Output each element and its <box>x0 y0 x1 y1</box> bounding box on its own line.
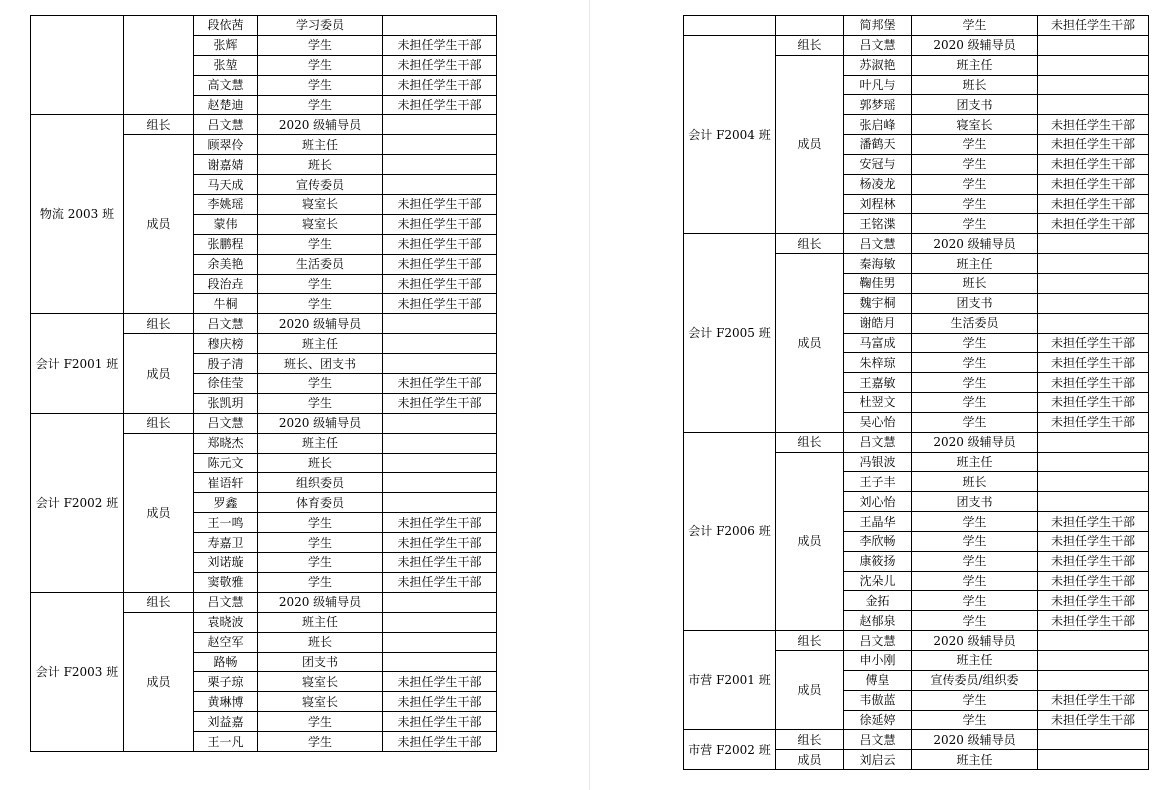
position-cell: 学生 <box>912 710 1038 730</box>
right-roster-body <box>684 16 1149 770</box>
member-name-cell: 张启峰 <box>844 115 912 135</box>
position-cell: 团支书 <box>912 293 1038 313</box>
position-cell: 2020 级辅导员 <box>258 592 383 612</box>
position-cell: 学生 <box>258 393 383 413</box>
member-name-cell: 吴心怡 <box>844 412 912 432</box>
member-name-cell: 黄琳博 <box>194 692 258 712</box>
member-name-cell: 顾翠伶 <box>194 135 258 155</box>
member-name-cell: 郑晓杰 <box>194 433 258 453</box>
note-cell <box>1038 75 1149 95</box>
position-cell: 班长 <box>258 453 383 473</box>
note-cell: 未担任学生干部 <box>1038 591 1149 611</box>
note-cell: 未担任学生干部 <box>383 572 497 592</box>
table-row <box>31 115 497 135</box>
note-cell: 未担任学生干部 <box>1038 154 1149 174</box>
position-cell: 寝室长 <box>258 692 383 712</box>
member-name-cell: 张鹏程 <box>194 234 258 254</box>
note-cell: 未担任学生干部 <box>383 75 497 95</box>
note-cell: 未担任学生干部 <box>383 55 497 75</box>
note-cell: 未担任学生干部 <box>1038 174 1149 194</box>
note-cell <box>383 354 497 374</box>
member-name-cell: 简邦堡 <box>844 16 912 36</box>
member-name-cell: 沈朵儿 <box>844 571 912 591</box>
note-cell <box>383 592 497 612</box>
member-name-cell: 张凯玥 <box>194 393 258 413</box>
note-cell: 未担任学生干部 <box>383 732 497 752</box>
note-cell <box>383 652 497 672</box>
page-divider <box>589 0 590 790</box>
position-cell: 班主任 <box>912 254 1038 274</box>
note-cell: 未担任学生干部 <box>383 95 497 115</box>
role-cell: 成员 <box>776 55 844 234</box>
member-name-cell: 魏宇桐 <box>844 293 912 313</box>
member-name-cell: 吕文慧 <box>844 730 912 750</box>
member-name-cell: 窦敬雅 <box>194 572 258 592</box>
role-cell: 成员 <box>124 612 194 751</box>
position-cell: 班主任 <box>912 750 1038 770</box>
position-cell: 生活委员 <box>258 254 383 274</box>
member-name-cell: 杨凌龙 <box>844 174 912 194</box>
note-cell <box>383 115 497 135</box>
role-cell: 组长 <box>776 35 844 55</box>
member-name-cell: 吕文慧 <box>844 631 912 651</box>
member-name-cell: 栗子琼 <box>194 672 258 692</box>
member-name-cell: 刘启云 <box>844 750 912 770</box>
member-name-cell: 罗鑫 <box>194 493 258 513</box>
note-cell <box>1038 273 1149 293</box>
note-cell: 未担任学生干部 <box>383 553 497 573</box>
note-cell <box>1038 313 1149 333</box>
member-name-cell: 吕文慧 <box>194 115 258 135</box>
note-cell: 未担任学生干部 <box>383 195 497 215</box>
member-name-cell: 谢皓月 <box>844 313 912 333</box>
member-name-cell: 叶凡与 <box>844 75 912 95</box>
position-cell: 班长 <box>912 273 1038 293</box>
member-name-cell: 杜翌文 <box>844 393 912 413</box>
member-name-cell: 赵郁泉 <box>844 611 912 631</box>
class-name-cell: 会计 F2002 班 <box>31 413 124 592</box>
note-cell: 未担任学生干部 <box>383 35 497 55</box>
member-name-cell: 傅皇 <box>844 670 912 690</box>
role-cell: 成员 <box>124 135 194 314</box>
member-name-cell: 牛桐 <box>194 294 258 314</box>
note-cell <box>383 413 497 433</box>
note-cell <box>1038 35 1149 55</box>
note-cell <box>383 334 497 354</box>
position-cell: 学生 <box>258 533 383 553</box>
note-cell <box>1038 750 1149 770</box>
note-cell: 未担任学生干部 <box>383 374 497 394</box>
position-cell: 2020 级辅导员 <box>258 314 383 334</box>
position-cell: 班主任 <box>258 334 383 354</box>
position-cell: 学生 <box>258 374 383 394</box>
note-cell: 未担任学生干部 <box>383 234 497 254</box>
note-cell <box>1038 55 1149 75</box>
position-cell: 寝室长 <box>258 195 383 215</box>
member-name-cell: 吕文慧 <box>844 35 912 55</box>
note-cell: 未担任学生干部 <box>1038 333 1149 353</box>
class-name-cell: 会计 F2006 班 <box>684 432 776 630</box>
note-cell <box>1038 651 1149 671</box>
note-cell: 未担任学生干部 <box>383 712 497 732</box>
class-name-cell: 会计 F2004 班 <box>684 35 776 233</box>
note-cell <box>383 493 497 513</box>
table-row <box>684 432 1149 452</box>
member-name-cell: 王一凡 <box>194 732 258 752</box>
member-name-cell: 马富成 <box>844 333 912 353</box>
note-cell <box>1038 254 1149 274</box>
note-cell <box>1038 234 1149 254</box>
position-cell: 学生 <box>912 214 1038 234</box>
role-cell: 成员 <box>776 750 844 770</box>
note-cell <box>383 314 497 334</box>
position-cell: 宣传委员/组织委 <box>912 670 1038 690</box>
position-cell: 学生 <box>912 154 1038 174</box>
position-cell: 学生 <box>912 611 1038 631</box>
member-name-cell: 马天成 <box>194 175 258 195</box>
note-cell: 未担任学生干部 <box>1038 571 1149 591</box>
position-cell: 班主任 <box>258 433 383 453</box>
position-cell: 2020 级辅导员 <box>912 35 1038 55</box>
position-cell: 班主任 <box>912 452 1038 472</box>
note-cell <box>1038 492 1149 512</box>
note-cell: 未担任学生干部 <box>1038 551 1149 571</box>
position-cell: 学生 <box>912 571 1038 591</box>
role-cell: 成员 <box>776 651 844 730</box>
member-name-cell: 李姚瑶 <box>194 195 258 215</box>
note-cell: 未担任学生干部 <box>1038 531 1149 551</box>
member-name-cell: 鞠佳男 <box>844 273 912 293</box>
position-cell: 学生 <box>912 551 1038 571</box>
note-cell: 未担任学生干部 <box>1038 194 1149 214</box>
role-cell: 成员 <box>124 433 194 592</box>
position-cell: 学生 <box>258 572 383 592</box>
member-name-cell: 穆庆榜 <box>194 334 258 354</box>
position-cell: 班主任 <box>258 612 383 632</box>
position-cell: 学生 <box>258 513 383 533</box>
member-name-cell: 段治垚 <box>194 274 258 294</box>
position-cell: 学生 <box>258 35 383 55</box>
note-cell <box>383 632 497 652</box>
position-cell: 学生 <box>912 690 1038 710</box>
position-cell: 学生 <box>912 174 1038 194</box>
class-name-cell: 会计 F2003 班 <box>31 592 124 751</box>
class-name-cell <box>684 16 776 36</box>
class-name-cell: 物流 2003 班 <box>31 115 124 314</box>
position-cell: 学生 <box>912 512 1038 532</box>
note-cell: 未担任学生干部 <box>1038 115 1149 135</box>
member-name-cell: 刘心怡 <box>844 492 912 512</box>
member-name-cell: 李欣畅 <box>844 531 912 551</box>
position-cell: 团支书 <box>912 492 1038 512</box>
position-cell: 学生 <box>258 553 383 573</box>
member-name-cell: 王铭渫 <box>844 214 912 234</box>
member-name-cell: 余美艳 <box>194 254 258 274</box>
note-cell: 未担任学生干部 <box>1038 353 1149 373</box>
position-cell: 学生 <box>258 75 383 95</box>
note-cell: 未担任学生干部 <box>1038 710 1149 730</box>
member-name-cell: 王子丰 <box>844 472 912 492</box>
position-cell: 班长 <box>912 75 1038 95</box>
note-cell: 未担任学生干部 <box>383 214 497 234</box>
note-cell: 未担任学生干部 <box>1038 214 1149 234</box>
member-name-cell: 王嘉敏 <box>844 373 912 393</box>
member-name-cell: 赵空军 <box>194 632 258 652</box>
note-cell <box>383 16 497 36</box>
member-name-cell: 崔语轩 <box>194 473 258 493</box>
note-cell: 未担任学生干部 <box>383 672 497 692</box>
right-roster-table <box>683 15 1149 770</box>
member-name-cell: 申小刚 <box>844 651 912 671</box>
class-name-cell: 会计 F2005 班 <box>684 234 776 432</box>
note-cell: 未担任学生干部 <box>383 274 497 294</box>
table-row <box>684 35 1149 55</box>
position-cell: 班主任 <box>912 651 1038 671</box>
member-name-cell: 吕文慧 <box>844 234 912 254</box>
position-cell: 宣传委员 <box>258 175 383 195</box>
member-name-cell: 金拓 <box>844 591 912 611</box>
member-name-cell: 冯银波 <box>844 452 912 472</box>
position-cell: 学生 <box>912 333 1038 353</box>
member-name-cell: 徐佳莹 <box>194 374 258 394</box>
member-name-cell: 刘诺璇 <box>194 553 258 573</box>
position-cell: 学习委员 <box>258 16 383 36</box>
table-row <box>31 16 497 36</box>
note-cell: 未担任学生干部 <box>1038 412 1149 432</box>
position-cell: 学生 <box>912 135 1038 155</box>
position-cell: 学生 <box>258 712 383 732</box>
position-cell: 体育委员 <box>258 493 383 513</box>
member-name-cell: 潘鹤天 <box>844 135 912 155</box>
note-cell: 未担任学生干部 <box>383 533 497 553</box>
note-cell: 未担任学生干部 <box>1038 690 1149 710</box>
member-name-cell: 吕文慧 <box>844 432 912 452</box>
class-name-cell: 市营 F2002 班 <box>684 730 776 770</box>
note-cell <box>383 433 497 453</box>
role-cell: 组长 <box>776 730 844 750</box>
position-cell: 学生 <box>912 591 1038 611</box>
note-cell <box>1038 452 1149 472</box>
note-cell: 未担任学生干部 <box>383 513 497 533</box>
member-name-cell: 刘程林 <box>844 194 912 214</box>
note-cell <box>383 453 497 473</box>
member-name-cell: 康筱扬 <box>844 551 912 571</box>
note-cell: 未担任学生干部 <box>1038 512 1149 532</box>
position-cell: 2020 级辅导员 <box>912 631 1038 651</box>
role-cell: 组长 <box>776 631 844 651</box>
position-cell: 学生 <box>258 732 383 752</box>
member-name-cell: 陈元文 <box>194 453 258 473</box>
position-cell: 班主任 <box>912 55 1038 75</box>
member-name-cell: 安冠与 <box>844 154 912 174</box>
member-name-cell: 殷子清 <box>194 354 258 374</box>
position-cell: 学生 <box>258 294 383 314</box>
position-cell: 2020 级辅导员 <box>912 730 1038 750</box>
position-cell: 生活委员 <box>912 313 1038 333</box>
position-cell: 寝室长 <box>258 214 383 234</box>
member-name-cell: 朱梓琼 <box>844 353 912 373</box>
position-cell: 学生 <box>912 194 1038 214</box>
member-name-cell: 韦傲蓝 <box>844 690 912 710</box>
position-cell: 学生 <box>912 16 1038 36</box>
left-roster-table <box>30 15 497 752</box>
role-cell: 组长 <box>124 592 194 612</box>
member-name-cell: 路畅 <box>194 652 258 672</box>
table-row <box>684 16 1149 36</box>
member-name-cell: 袁晓波 <box>194 612 258 632</box>
note-cell: 未担任学生干部 <box>383 294 497 314</box>
position-cell: 学生 <box>912 412 1038 432</box>
position-cell: 团支书 <box>258 652 383 672</box>
member-name-cell: 王晶华 <box>844 512 912 532</box>
position-cell: 学生 <box>912 393 1038 413</box>
member-name-cell: 徐延婷 <box>844 710 912 730</box>
note-cell: 未担任学生干部 <box>1038 611 1149 631</box>
note-cell: 未担任学生干部 <box>1038 393 1149 413</box>
note-cell <box>1038 730 1149 750</box>
note-cell: 未担任学生干部 <box>1038 16 1149 36</box>
position-cell: 学生 <box>912 531 1038 551</box>
position-cell: 团支书 <box>912 95 1038 115</box>
member-name-cell: 苏淑艳 <box>844 55 912 75</box>
role-cell <box>124 16 194 115</box>
table-row <box>684 631 1149 651</box>
position-cell: 学生 <box>258 55 383 75</box>
position-cell: 班主任 <box>258 135 383 155</box>
table-row <box>31 592 497 612</box>
note-cell: 未担任学生干部 <box>383 393 497 413</box>
role-cell: 组长 <box>776 432 844 452</box>
member-name-cell: 寿嘉卫 <box>194 533 258 553</box>
note-cell: 未担任学生干部 <box>1038 373 1149 393</box>
role-cell: 成员 <box>124 334 194 414</box>
note-cell <box>383 155 497 175</box>
position-cell: 学生 <box>258 234 383 254</box>
member-name-cell: 刘益嘉 <box>194 712 258 732</box>
position-cell: 寝室长 <box>912 115 1038 135</box>
class-name-cell: 市营 F2001 班 <box>684 631 776 730</box>
role-cell: 成员 <box>776 452 844 631</box>
note-cell <box>1038 472 1149 492</box>
member-name-cell: 吕文慧 <box>194 413 258 433</box>
position-cell: 班长 <box>912 472 1038 492</box>
position-cell: 学生 <box>258 274 383 294</box>
table-row <box>684 234 1149 254</box>
table-row <box>31 314 497 334</box>
position-cell: 2020 级辅导员 <box>912 234 1038 254</box>
note-cell <box>1038 95 1149 115</box>
member-name-cell: 段依茜 <box>194 16 258 36</box>
member-name-cell: 蒙伟 <box>194 214 258 234</box>
note-cell <box>383 473 497 493</box>
position-cell: 组织委员 <box>258 473 383 493</box>
role-cell: 组长 <box>124 413 194 433</box>
note-cell: 未担任学生干部 <box>383 254 497 274</box>
note-cell: 未担任学生干部 <box>1038 135 1149 155</box>
position-cell: 2020 级辅导员 <box>258 413 383 433</box>
position-cell: 学生 <box>912 353 1038 373</box>
member-name-cell: 郭梦瑶 <box>844 95 912 115</box>
role-cell <box>776 16 844 36</box>
note-cell <box>1038 670 1149 690</box>
member-name-cell: 张辉 <box>194 35 258 55</box>
class-name-cell <box>31 16 124 115</box>
note-cell <box>383 612 497 632</box>
left-roster-body <box>31 16 497 752</box>
member-name-cell: 张堃 <box>194 55 258 75</box>
note-cell <box>1038 293 1149 313</box>
member-name-cell: 谢嘉婧 <box>194 155 258 175</box>
note-cell <box>1038 432 1149 452</box>
member-name-cell: 王一鸣 <box>194 513 258 533</box>
role-cell: 组长 <box>124 314 194 334</box>
position-cell: 班长、团支书 <box>258 354 383 374</box>
member-name-cell: 高文慧 <box>194 75 258 95</box>
role-cell: 成员 <box>776 254 844 433</box>
table-row <box>31 413 497 433</box>
note-cell <box>1038 631 1149 651</box>
role-cell: 组长 <box>776 234 844 254</box>
role-cell: 组长 <box>124 115 194 135</box>
position-cell: 班长 <box>258 155 383 175</box>
member-name-cell: 吕文慧 <box>194 314 258 334</box>
class-name-cell: 会计 F2001 班 <box>31 314 124 413</box>
position-cell: 2020 级辅导员 <box>912 432 1038 452</box>
member-name-cell: 秦海敏 <box>844 254 912 274</box>
position-cell: 班长 <box>258 632 383 652</box>
member-name-cell: 吕文慧 <box>194 592 258 612</box>
note-cell: 未担任学生干部 <box>383 692 497 712</box>
note-cell <box>383 135 497 155</box>
position-cell: 学生 <box>912 373 1038 393</box>
note-cell <box>383 175 497 195</box>
position-cell: 学生 <box>258 95 383 115</box>
member-name-cell: 赵楚迪 <box>194 95 258 115</box>
position-cell: 2020 级辅导员 <box>258 115 383 135</box>
table-row <box>684 730 1149 750</box>
position-cell: 寝室长 <box>258 672 383 692</box>
